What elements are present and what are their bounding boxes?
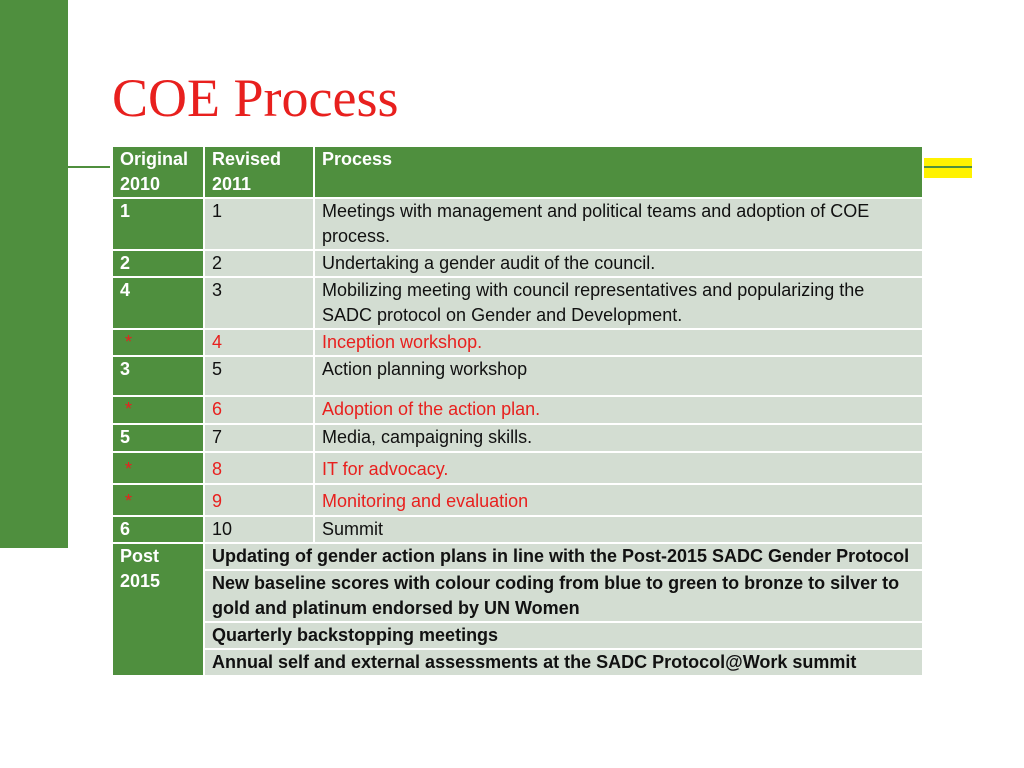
table-row [112,250,923,277]
cell-revised: 8 [204,452,314,484]
cell-process: Adoption of the action plan. [314,396,923,424]
page-title: COE Process [112,68,399,128]
table-row [112,516,923,543]
cell-revised: 5 [204,356,314,396]
left-header-rule [68,166,110,168]
cell-process: Action planning workshop [314,356,923,396]
table-row-post [112,543,923,570]
cell-revised: 1 [204,198,314,250]
cell-post-label: Post 2015 [112,543,204,676]
cell-revised: 10 [204,516,314,543]
table-row [112,396,923,424]
cell-original: * [112,396,204,424]
table-header-row [112,146,923,198]
cell-process: IT for advocacy. [314,452,923,484]
cell-process: Media, campaigning skills. [314,424,923,452]
cell-revised: 4 [204,329,314,356]
cell-original: * [112,452,204,484]
cell-post-item: Quarterly backstopping meetings [204,622,923,649]
right-header-rule [922,158,972,178]
cell-original: * [112,484,204,516]
table-row-post [112,570,923,622]
header-process: Process [314,146,923,198]
table-row [112,277,923,329]
cell-revised: 7 [204,424,314,452]
coe-process-table [111,145,924,677]
cell-original: 2 [112,250,204,277]
cell-original: * [112,329,204,356]
table-row [112,424,923,452]
cell-process: Inception workshop. [314,329,923,356]
header-original: Original 2010 [112,146,204,198]
cell-process: Meetings with management and political teams and adoption of COE process. [314,198,923,250]
cell-revised: 9 [204,484,314,516]
table-row [112,452,923,484]
cell-post-item: New baseline scores with colour coding from blue to green to bronze to silver to gold and platinum endorsed by UN Women [204,570,923,622]
cell-revised: 3 [204,277,314,329]
cell-post-item: Annual self and external assessments at the SADC Protocol@Work summit [204,649,923,676]
cell-original: 6 [112,516,204,543]
cell-original: 1 [112,198,204,250]
cell-process: Summit [314,516,923,543]
cell-original: 3 [112,356,204,396]
side-decoration-bar [0,0,68,548]
cell-process: Mobilizing meeting with council representatives and popularizing the SADC protocol on Gender and Development. [314,277,923,329]
cell-original: 5 [112,424,204,452]
cell-revised: 6 [204,396,314,424]
table-row [112,484,923,516]
header-revised: Revised 2011 [204,146,314,198]
table-row-post [112,622,923,649]
table-row-post [112,649,923,676]
cell-process: Undertaking a gender audit of the council. [314,250,923,277]
table-row [112,329,923,356]
cell-post-item: Updating of gender action plans in line with the Post-2015 SADC Gender Protocol [204,543,923,570]
cell-process: Monitoring and evaluation [314,484,923,516]
cell-original: 4 [112,277,204,329]
table-row [112,356,923,396]
table-row [112,198,923,250]
cell-revised: 2 [204,250,314,277]
